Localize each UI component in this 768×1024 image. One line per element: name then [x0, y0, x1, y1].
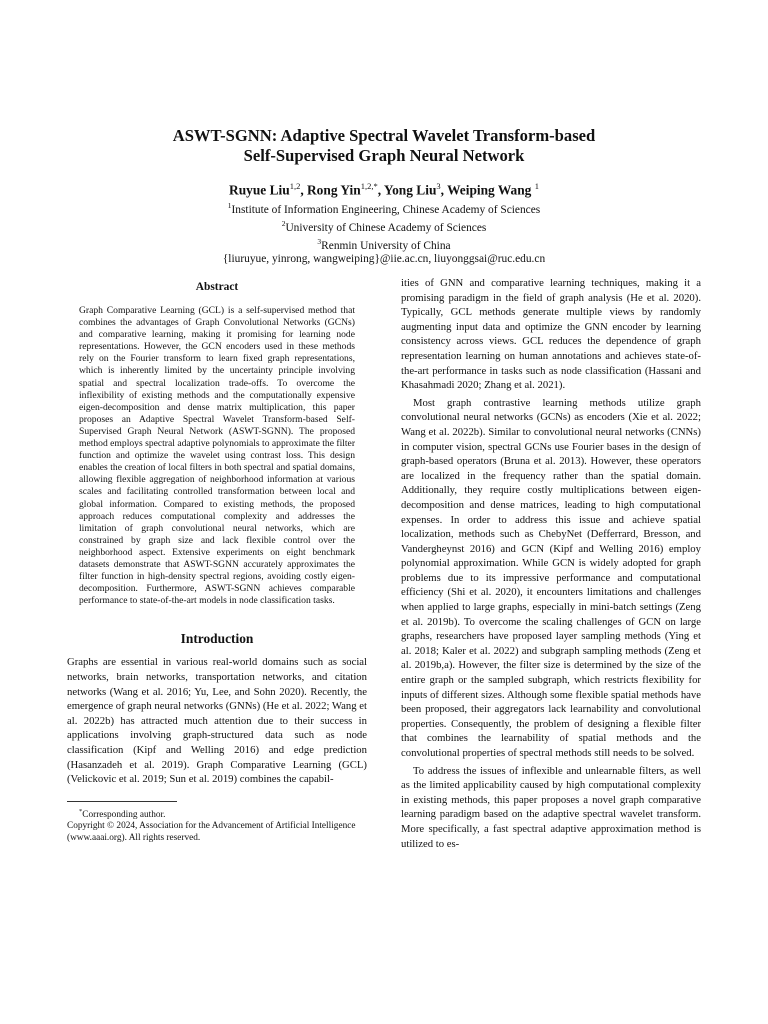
affiliation-line [60, 199, 708, 217]
affiliation-line [60, 217, 708, 235]
author-name: Weiping Wang [447, 182, 535, 198]
author-separator: , [300, 182, 308, 198]
affiliation-text: Institute of Information Engineering, Chinese Academy of Sciences [231, 203, 541, 216]
author-emails: {liuruyue, yinrong, wangweiping}@iie.ac.cn, liuyonggsai@ruc.edu.cn [222, 253, 546, 266]
introduction-paragraph-1: Graphs are essential in various real-world domains such as social networks, brain networks, transportation networks, and citation networks (Wang et al. 2016; Yu, Lee, and Sohn 2020). Recently, the emergence of graph neural networks (GNNs) (He et al. 2022; Wang et al. 2022b) has attracted much attention due to their success in applications involving graph-structured data such as node classification (Kipf and Welling 2016) and edge prediction (Hasanzadeh et al. 2019). Graph Comparative Learning (GCL) (Velickovic et al. 2019; Sun et al. 2019) combines the capabil- [67, 656, 367, 786]
author-separator: , [440, 182, 448, 198]
paper-title [60, 126, 708, 166]
affiliation-text: Renmin University of China [321, 239, 451, 252]
affiliations [60, 199, 708, 266]
title-line-1: ASWT-SGNN: Adaptive Spectral Wavelet Transform-based [172, 126, 596, 145]
author-separator: , [377, 182, 384, 198]
introduction-paragraph-continued: ities of GNN and comparative learning techniques, making it a promising paradigm in the field of graph analysis (He et al. 2020). Typically, GCL methods generate multiple views by randomly augmenting input data and optimize the GNN encoder by learning consistency across views. GCL reduces the dependence of graph representation learning on human annotations and achieves state-of-the-art performance in tasks such as node classification (Hassani and Khasahmadi 2020; Zhang et al. 2021). [401, 277, 701, 392]
affiliation-mark: 3 [317, 236, 322, 246]
abstract-heading: Abstract [195, 281, 239, 293]
introduction-paragraph-2: Most graph contrastive learning methods utilize graph convolutional neural networks (GCNs) as encoders (Xie et al. 2022; Wang et al. 2022b). Similar to convolutional neural networks (CNNs) in computer vision, spectral GCNs use Fourier bases in the design of graph-based operators (Bruna et al. 2013). However, these operators are localized in the frequency rather than the spatial domain. Additionally, they require costly multiplications between eigen-decomposition and dense matrices, leading to high computational expenses. In order to address this issue and achieve spatial localization, methods such as ChebyNet (Defferrard, Bresson, and Vandergheynst 2016) and GCN (Kipf and Welling 2016) employ polynomial approximation. While GCN is widely adopted for graph problems due to its impressive performance and computational efficiency (Shi et al. 2020), it encounters limitations and challenges when applied to large graphs, especially in mini-batch settings (Zeng et al. 2019b). To overcome the scaling challenges of GCN on large graphs, researchers have proposed layer sampling methods (Ying et al. 2018; Kaler et al. 2022) and subgraph sampling methods (Zeng et al. 2019b,a). However, the filter size is determined by the size of the entire graph or the sampled subgraph, which restricts flexibility for inputs of different sizes. Although some flexible spatial methods have been proposed, their aggregators lack learnability and convolutional properties. Consequently, the problem of designing a flexible filter that combines the learnability of spatial methods and the convolutional properties of spectral methods still needs to be solved. [401, 396, 701, 759]
author-name: Ruyue Liu [229, 182, 290, 198]
author-name: Yong Liu [383, 182, 437, 198]
footnote [67, 806, 367, 845]
introduction-paragraph-3: To address the issues of inflexible and unlearnable filters, as well as the limited applicability caused by high computational complexity in existing methods, this paper proposes a novel graph comparative learning paradigm based on the adaptive spectral wavelet transform. More specifically, a fast spectral adaptive approximation method is utilized to es- [401, 764, 701, 850]
author-affiliation-mark: 1,2 [289, 181, 301, 191]
author-affiliation-mark: 1 [534, 181, 539, 191]
introduction-heading: Introduction [180, 631, 254, 647]
author-list [60, 177, 708, 199]
affiliation-mark: 2 [281, 218, 286, 228]
footnote-divider [67, 801, 177, 802]
copyright-notice: Copyright © 2024, Association for the Advancement of Artificial Intelligence (www.aaai.org). All rights reserved. [67, 821, 356, 843]
footnote-mark: * [79, 807, 83, 815]
corresponding-author-note [67, 806, 367, 822]
left-column [67, 276, 367, 845]
title-line-2: Self-Supervised Graph Neural Network [243, 146, 525, 165]
affiliation-mark: 1 [227, 201, 232, 210]
corresponding-author-text: Corresponding author. [82, 809, 166, 820]
author-name: Rong Yin [307, 182, 361, 198]
right-column [401, 276, 701, 851]
author-affiliation-mark: 3 [436, 181, 441, 191]
affiliation-text: University of Chinese Academy of Sciences [285, 221, 487, 234]
abstract-text: Graph Comparative Learning (GCL) is a self-supervised method that combines the advantages of Graph Convolutional Networks (GCNs) and comparative learning, making it promising for learning node representations. However, the GCN encoders used in these methods rely on the Fourier transform to learn fixed graph representations, which is inherently limited by the uncertainty principle involving spatial and spectral localization trade-offs. To overcome the inflexibility of existing methods and the computationally expensive eigen-decomposition and dense matrix multiplication, this paper proposes an Adaptive Spectral Wavelet Transform-based Self-Supervised Graph Neural Network (ASWT-SGNN). The proposed method employs spectral adaptive polynomials to approximate the filter function and optimize the wavelet using contrast loss. This design enables the creation of local filters in both spectral and spatial domains, allowing flexible aggregation of neighborhood information at various scales and facilitating controlled transformation between local and global information. Compared to existing methods, the proposed approach reduces computational complexity and addresses the limitation of graph convolutional neural networks, which are constrained by graph size and lack flexible control over the neighborhood aspect. Extensive experiments on eight benchmark datasets demonstrate that ASWT-SGNN accurately approximates the filter function in high-density spectral regions, avoiding costly eigen-decomposition. Furthermore, ASWT-SGNN achieves comparable performance to state-of-the-art models in node classification tasks. [79, 305, 356, 607]
author-affiliation-mark: 1,2,* [360, 181, 378, 191]
affiliation-line [60, 235, 708, 253]
